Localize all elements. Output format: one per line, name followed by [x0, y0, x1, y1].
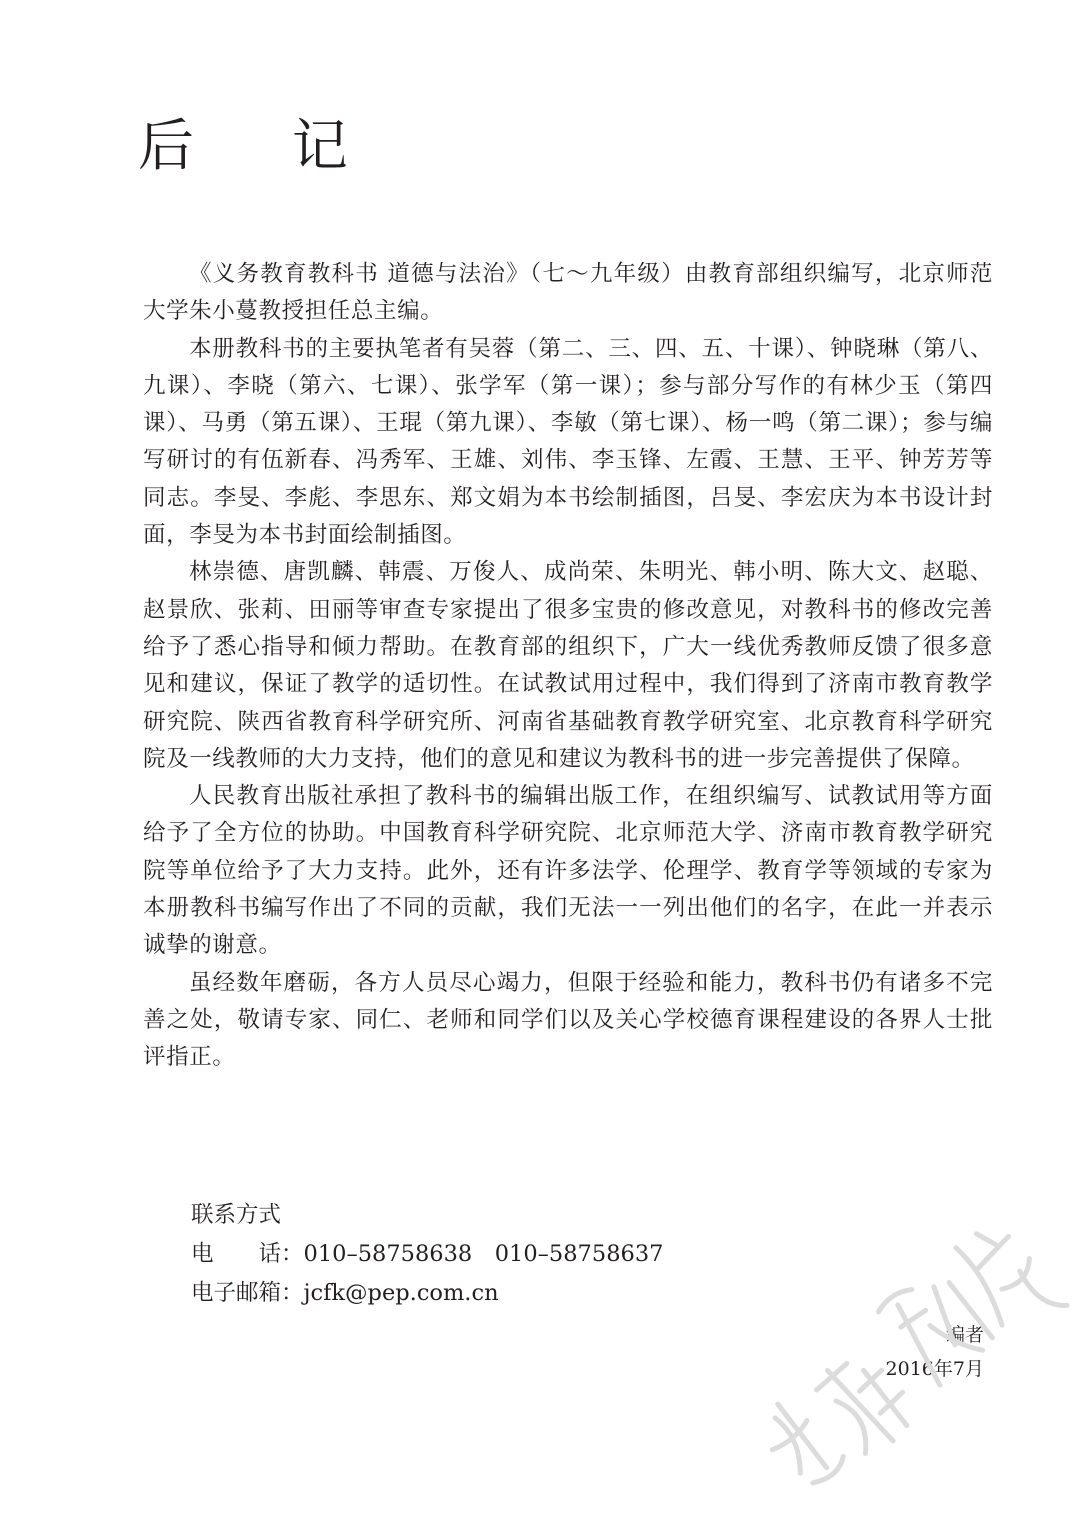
signoff-date: 2016年7月: [885, 1358, 984, 1380]
email-label: 电子邮箱：: [191, 1280, 304, 1306]
signoff: [886, 1318, 984, 1386]
afterword-body: [143, 256, 993, 1077]
paragraph-authors: 本册教科书的主要执笔者有吴蓉（第二、三、四、五、十课）、钟晓琳（第八、九课）、李晓（第六、七课）、张学军（第一课）；参与部分写作的有林少玉（第四课）、马勇（第五课）、王琨（第九课）、李敏（第七课）、杨一鸣（第二课）；参与编写研讨的有伍新春、冯秀军、王雄、刘伟、李玉锋、左霞、王慧、王平、钟芳芳等同志。李旻、李彪、李思东、郑文娟为本书绘制插图，吕旻、李宏庆为本书设计封面，李旻为本书封面绘制插图。: [143, 335, 993, 549]
contact-heading: 联系方式: [191, 1202, 282, 1228]
paragraph-closing: 虽经数年磨砺，各方人员尽心竭力，但限于经验和能力，教科书仍有诸多不完善之处，敬请专家、同仁、老师和同学们以及关心学校德育课程建设的各界人士批评指正。: [143, 969, 993, 1071]
phone-value: 010–58758638 010–58758637: [303, 1241, 664, 1267]
paragraph-intro: 《义务教育教科书 道德与法治》（七～九年级）由教育部组织编写，北京师范大学朱小蔓教授担任总主编。: [143, 261, 993, 325]
email-value[interactable]: jcfk@pep.com.cn: [303, 1280, 499, 1306]
contact-phone-row: [191, 1235, 663, 1274]
page-title: 后 记: [138, 114, 388, 179]
contact-info: [191, 1196, 663, 1313]
signoff-author: 编者: [945, 1324, 984, 1346]
phone-label: 电 话：: [191, 1241, 304, 1267]
paragraph-reviewers: 林崇德、唐凯麟、韩震、万俊人、成尚荣、朱明光、韩小明、陈大文、赵聪、赵景欣、张莉、田丽等审查专家提出了很多宝贵的修改意见，对教科书的修改完善给予了悉心指导和倾力帮助。在教育部的组织下，广大一线优秀教师反馈了很多意见和建议，保证了教学的适切性。在试教试用过程中，我们得到了济南市教育教学研究院、陕西省教育科学研究所、河南省基础教育教学研究室、北京教育科学研究院及一线教师的大力支持，他们的意见和建议为教科书的进一步完善提供了保障。: [143, 559, 993, 772]
paragraph-publisher: 人民教育出版社承担了教科书的编辑出版工作，在组织编写、试教试用等方面给予了全方位的协助。中国教育科学研究院、北京师范大学、济南市教育教学研究院等单位给予了大力支持。此外，还有许多法学、伦理学、教育学等领域的专家为本册教科书编写作出了不同的贡献，我们无法一一列出他们的名字，在此一并表示诚挚的谢意。: [143, 783, 993, 959]
contact-email-row: [191, 1274, 663, 1313]
